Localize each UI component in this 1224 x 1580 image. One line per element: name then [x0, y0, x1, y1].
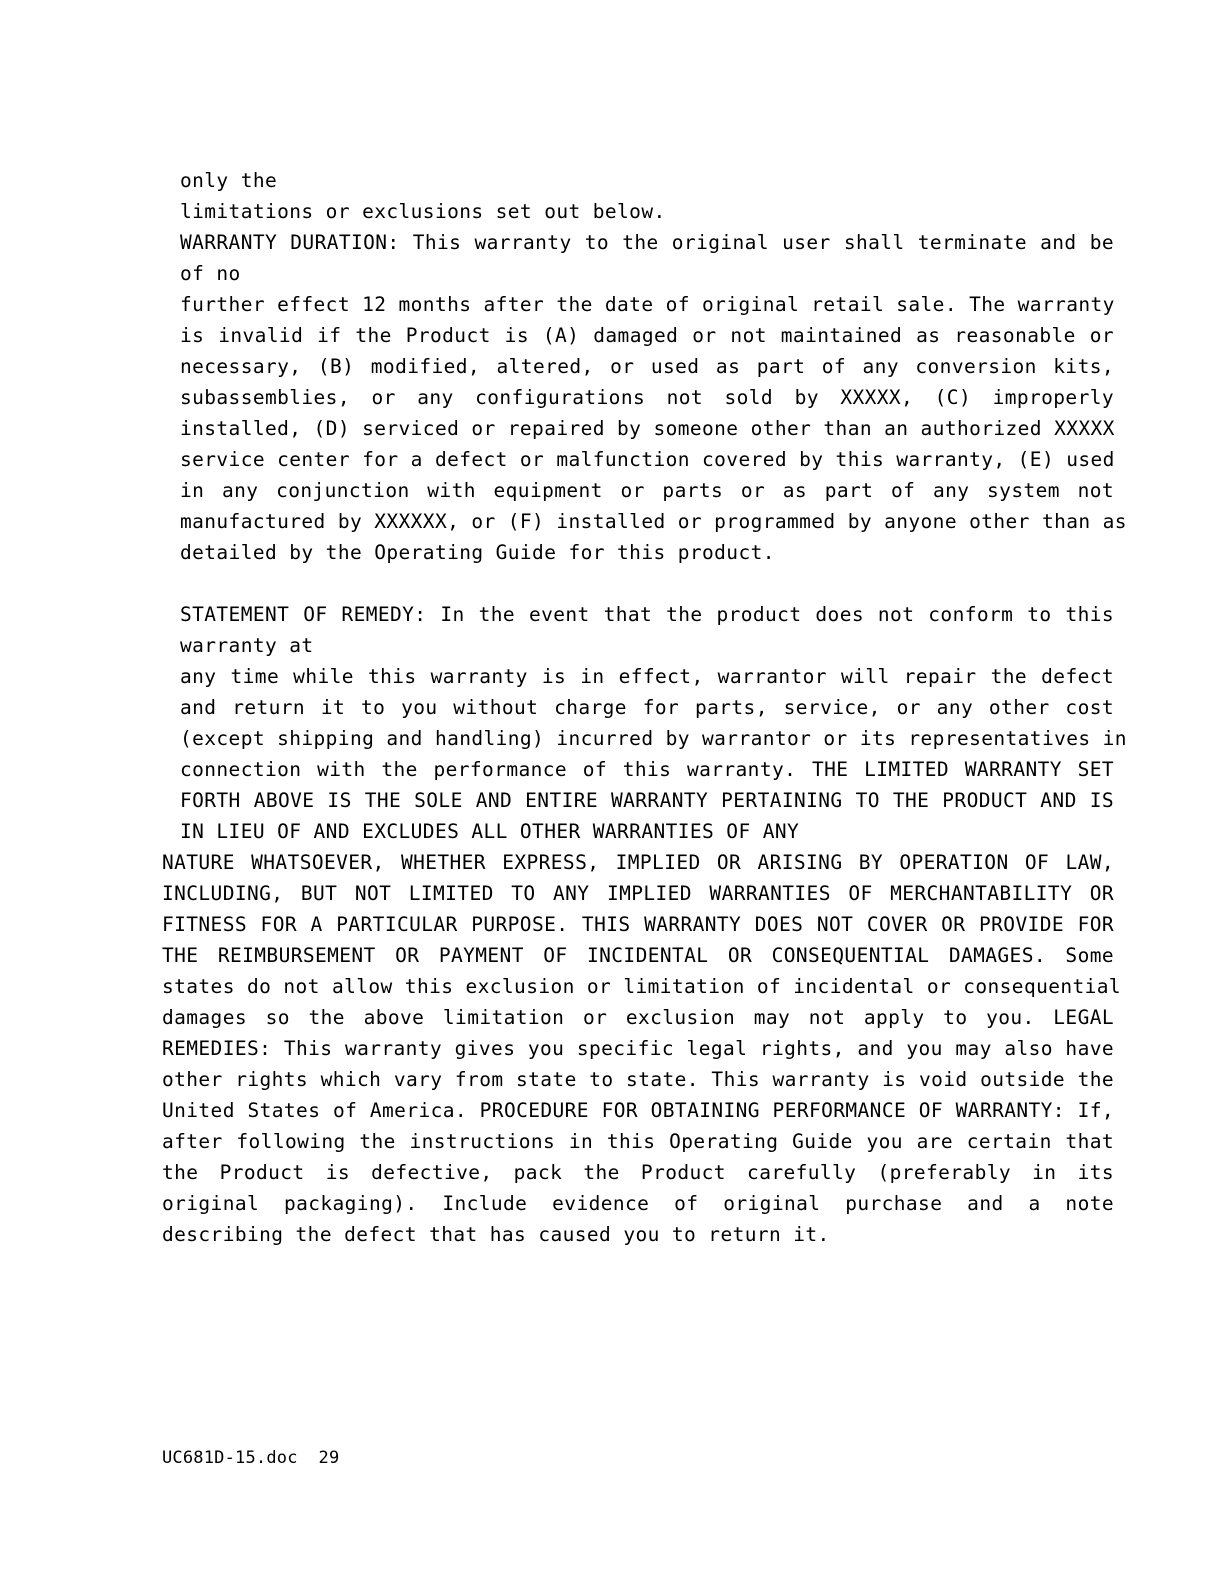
text-line: STATEMENT OF REMEDY: In the event that the product does not conform to this [180, 603, 1114, 626]
text-line: states do not allow this exclusion or limitation of incidental or consequential [162, 975, 1122, 998]
text-line: original packaging). Include evidence of original purchase and a note [162, 1192, 1114, 1215]
text-line: of no [180, 262, 241, 285]
text-line: further effect 12 months after the date of original retail sale. The warranty [180, 293, 1115, 316]
text-line: REMEDIES: This warranty gives you specific legal rights, and you may also have [162, 1037, 1114, 1060]
text-line: (except shipping and handling) incurred by warrantor or its representatives in [180, 727, 1127, 750]
text-line: any time while this warranty is in effect, warrantor will repair the defect [180, 665, 1114, 688]
text-line: limitations or exclusions set out below. [180, 200, 666, 223]
text-line: and return it to you without charge for parts, service, or any other cost [180, 696, 1114, 719]
text-line: detailed by the Operating Guide for this product. [180, 541, 775, 564]
page-footer: UC681D-15.doc 29 [162, 1448, 340, 1468]
text-line: the Product is defective, pack the Product carefully (preferably in its [162, 1161, 1114, 1184]
text-line: THE REIMBURSEMENT OR PAYMENT OF INCIDENTAL OR CONSEQUENTIAL DAMAGES. Some [162, 944, 1114, 967]
text-line: INCLUDING, BUT NOT LIMITED TO ANY IMPLIED WARRANTIES OF MERCHANTABILITY OR [162, 882, 1114, 905]
text-line: manufactured by XXXXXX, or (F) installed or programmed by anyone other than as [180, 510, 1127, 533]
text-line: WARRANTY DURATION: This warranty to the original user shall terminate and be [180, 231, 1114, 254]
text-line: NATURE WHATSOEVER, WHETHER EXPRESS, IMPLIED OR ARISING BY OPERATION OF LAW, [162, 851, 1114, 874]
text-line: installed, (D) serviced or repaired by someone other than an authorized XXXXX [180, 417, 1115, 440]
text-line: other rights which vary from state to state. This warranty is void outside the [162, 1068, 1114, 1091]
text-line: service center for a defect or malfunction covered by this warranty, (E) used [180, 448, 1115, 471]
text-line: damages so the above limitation or exclusion may not apply to you. LEGAL [162, 1006, 1114, 1029]
text-line: FORTH ABOVE IS THE SOLE AND ENTIRE WARRANTY PERTAINING TO THE PRODUCT AND IS [180, 789, 1114, 812]
text-line: necessary, (B) modified, altered, or used as part of any conversion kits, [180, 355, 1114, 378]
text-line: after following the instructions in this Operating Guide you are certain that [162, 1130, 1114, 1153]
text-line: only the [180, 169, 278, 192]
text-line: in any conjunction with equipment or parts or as part of any system not [180, 479, 1114, 502]
text-line: FITNESS FOR A PARTICULAR PURPOSE. THIS WARRANTY DOES NOT COVER OR PROVIDE FOR [162, 913, 1114, 936]
text-line: United States of America. PROCEDURE FOR OBTAINING PERFORMANCE OF WARRANTY: If, [162, 1099, 1114, 1122]
text-line: is invalid if the Product is (A) damaged or not maintained as reasonable or [180, 324, 1114, 347]
text-line: IN LIEU OF AND EXCLUDES ALL OTHER WARRANTIES OF ANY [180, 820, 800, 843]
text-line: connection with the performance of this warranty. THE LIMITED WARRANTY SET [180, 758, 1114, 781]
text-line: describing the defect that has caused you to return it. [162, 1223, 830, 1246]
text-line: subassemblies, or any configurations not sold by XXXXX, (C) improperly [180, 386, 1114, 409]
text-line: warranty at [180, 634, 314, 657]
